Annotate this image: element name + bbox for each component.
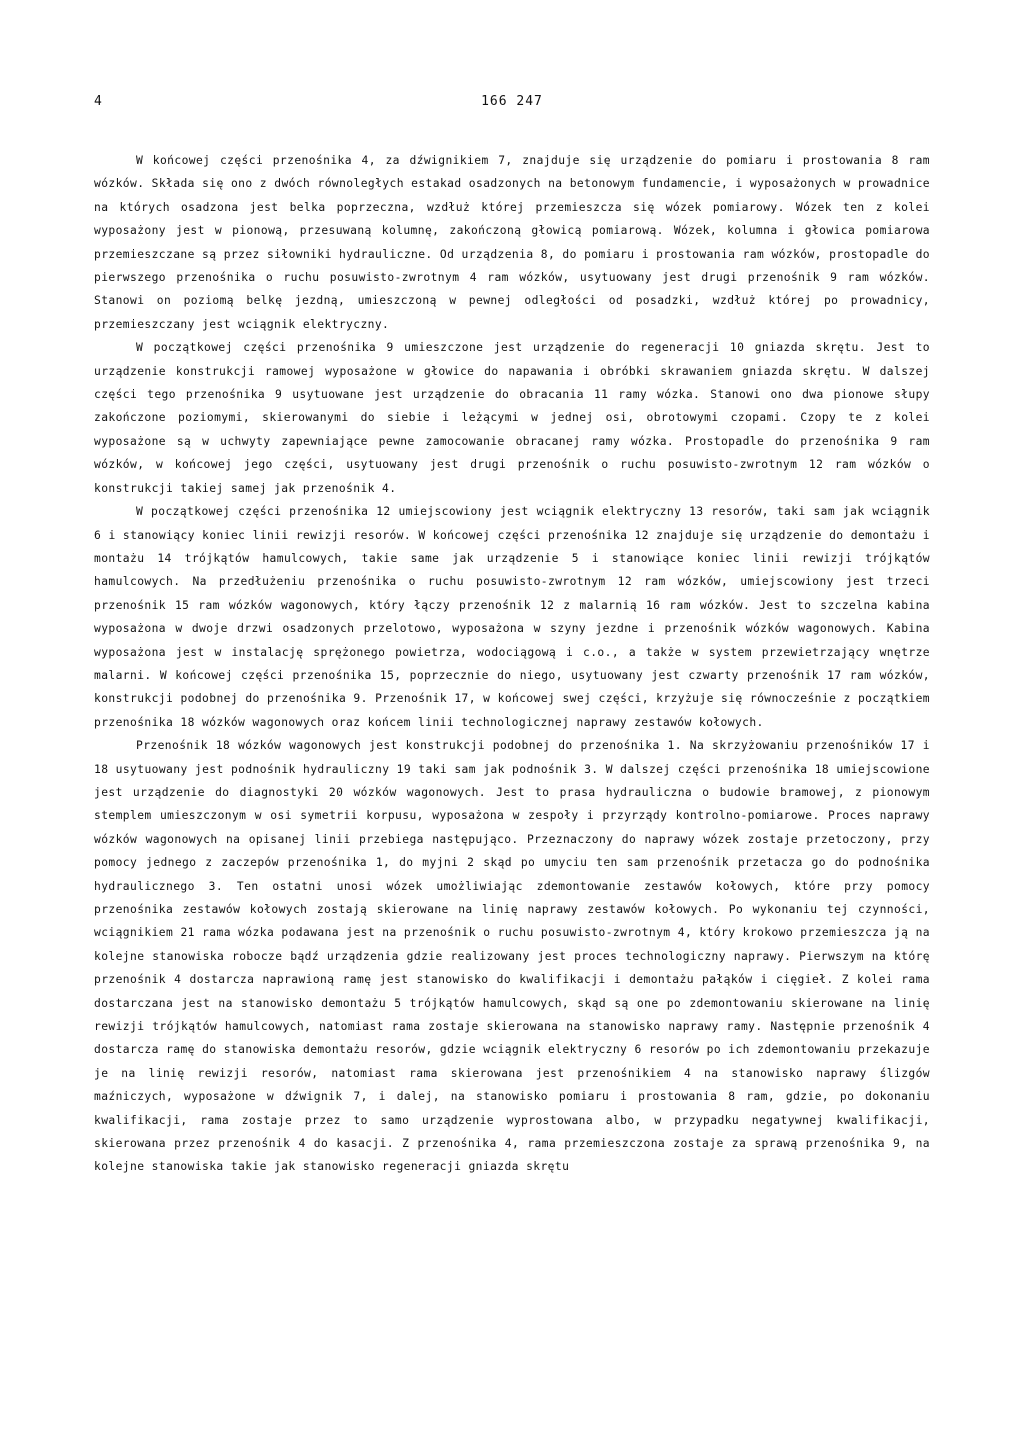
page-number: 4 [94, 94, 102, 109]
page-header [94, 94, 930, 114]
paragraph: W początkowej części przenośnika 9 umieszczone jest urządzenie do regeneracji 10 gniazda skrętu. Jest to urządzenie konstrukcji ramowej wyposażone w głowice do napawania i obróbki skrawaniem gniazda skrętu. W dalszej części tego przenośnika 9 usytuowane jest urządzenie do obracania 11 ramy wózka. Stanowi ono dwa pionowe słupy zakończone poziomymi, skierowanymi do siebie i leżącymi w jednej osi, obrotowymi czopami. Czopy te z kolei wyposażone są w uchwyty zapewniające pewne zamocowanie obracanej ramy wózka. Prostopadle do przenośnika 9 ram wózków, w końcowej jego części, usytuowany jest drugi przenośnik o ruchu posuwisto-zwrotnym 12 ram wózków o konstrukcji takiej samej jak przenośnik 4. [94, 341, 930, 495]
patent-number: 166 247 [481, 94, 543, 109]
paragraph: W końcowej części przenośnika 4, za dźwignikiem 7, znajduje się urządzenie do pomiaru i prostowania 8 ram wózków. Składa się ono z dwóch równoległych estakad osadzonych na betonowym fundamencie, i wyposażonych w prowadnice na których osadzona jest belka poprzeczna, wzdłuż której przemieszcza się wózek pomiarowy. Wózek ten z kolei wyposażony jest w pionową, przesuwaną kolumnę, zakończoną głowicą pomiarową. Wózek, kolumna i głowica pomiarowa przemieszczane są przez siłowniki hydrauliczne. Od urządzenia 8, do pomiaru i prostowania ram wózków, prostopadle do pierwszego przenośnika o ruchu posuwisto-zwrotnym 4 ram wózków, usytuowany jest drugi przenośnik 9 ram wózków. Stanowi on poziomą belkę jezdną, umieszczoną w pewnej odległości od posadzki, wzdłuż której po prowadnicy, przemieszczany jest wciągnik elektryczny. [94, 154, 930, 331]
paragraph: Przenośnik 18 wózków wagonowych jest konstrukcji podobnej do przenośnika 1. Na skrzyżowaniu przenośników 17 i 18 usytuowany jest podnośnik hydrauliczny 19 taki sam jak podnośnik 3. W dalszej części przenośnika 18 umiejscowione jest urządzenie do diagnostyki 20 wózków wagonowych. Jest to prasa hydrauliczna o budowie bramowej, z pionowym stemplem umieszczonym w osi symetrii korpusu, wyposażona w zespoły i przyrządy kontrolno-pomiarowe. Proces naprawy wózków wagonowych na opisanej linii przebiega następująco. Przeznaczony do naprawy wózek zostaje przetoczony, przy pomocy jednego z zaczepów przenośnika 1, do myjni 2 skąd po umyciu ten sam przenośnik przetacza go do podnośnika hydraulicznego 3. Ten ostatni unosi wózek umożliwiając zdemontowanie zestawów kołowych, które przy pomocy przenośnika zestawów kołowych zostają skierowane na linię naprawy zestawów kołowych. Po wykonaniu tej czynności, wciągnikiem 21 rama wózka podawana jest na przenośnik o ruchu posuwisto-zwrotnym 4, który krokowo przemieszcza ją na kolejne stanowiska robocze bądź urządzenia gdzie realizowany jest proces technologiczny naprawy. Pierwszym na którę przenośnik 4 dostarcza naprawioną ramę jest stanowisko do kwalifikacji i demontażu pałąków i cięgieł. Z kolei rama dostarczana jest na stanowisko demontażu 5 trójkątów hamulcowych, skąd są one po zdemontowaniu skierowane na linię rewizji trójkątów hamulcowych, natomiast rama zostaje skierowana na stanowisko naprawy ramy. Następnie przenośnik 4 dostarcza ramę do stanowiska demontażu resorów, gdzie wciągnik elektryczny 6 resorów po ich zdemontowaniu przekazuje je na linię rewizji resorów, natomiast rama skierowana jest przenośnikiem 4 na stanowisko naprawy ślizgów maźniczych, wyposażone w dźwignik 7, i dalej, na stanowisko pomiaru i prostowania 8 ram, gdzie, po dokonaniu kwalifikacji, rama zostaje przez to samo urządzenie wyprostowana albo, w przypadku negatywnej kwalifikacji, skierowana przez przenośnik 4 do kasacji. Z przenośnika 4, rama przemieszczona zostaje za sprawą przenośnika 9, na kolejne stanowiska takie jak stanowisko regeneracji gniazda skrętu [94, 739, 930, 1174]
paragraph: W początkowej części przenośnika 12 umiejscowiony jest wciągnik elektryczny 13 resorów, taki sam jak wciągnik 6 i stanowiący koniec linii rewizji resorów. W końcowej części przenośnika 12 znajduje się urządzenie do demontażu i montażu 14 trójkątów hamulcowych, takie same jak urządzenie 5 i stanowiące koniec linii rewizji trójkątów hamulcowych. Na przedłużeniu przenośnika o ruchu posuwisto-zwrotnym 12 ram wózków, umiejscowiony jest trzeci przenośnik 15 ram wózków wagonowych, który łączy przenośnik 12 z malarnią 16 ram wózków. Jest to szczelna kabina wyposażona w dwoje drzwi osadzonych przelotowo, wyposażona w szyny jezdne i przenośnik wózków wagonowych. Kabina wyposażona jest w instalację sprężonego powietrza, wodociągową i c.o., a także w system przewietrzający wnętrze malarni. W końcowej części przenośnika 15, poprzecznie do niego, usytuowany jest czwarty przenośnik 17 ram wózków, konstrukcji podobnej do przenośnika 9. Przenośnik 17, w końcowej swej części, krzyżuje się równocześnie z początkiem przenośnika 18 wózków wagonowych oraz końcem linii technologicznej naprawy zestawów kołowych. [94, 505, 930, 729]
body-text [94, 149, 930, 1179]
